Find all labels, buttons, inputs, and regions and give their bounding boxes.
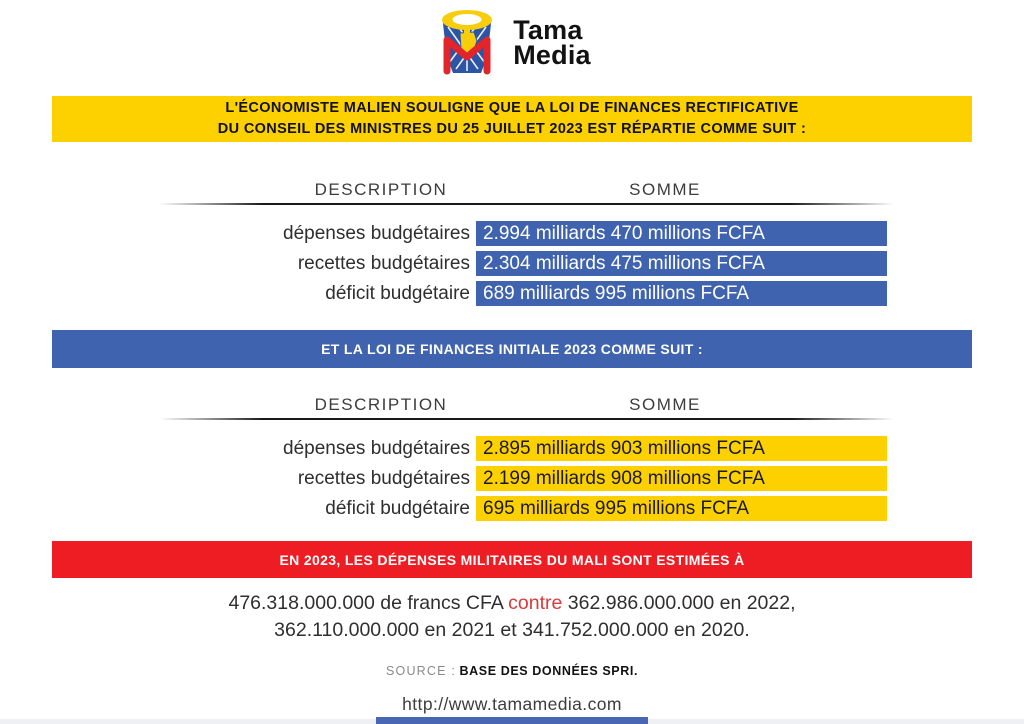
row-label: déficit budgétaire (325, 498, 470, 519)
military-line1-after: 362.986.000.000 en 2022, (562, 592, 796, 614)
row-value: 689 milliards 995 millions FCFA (476, 281, 887, 306)
row-label: dépenses budgétaires (283, 223, 470, 244)
logo-word-1: Tama (513, 15, 583, 45)
row-label: recettes budgétaires (297, 253, 470, 274)
headline-banner-rectificative (52, 96, 972, 142)
military-line-1 (0, 590, 1024, 617)
row-label: recettes budgétaires (297, 468, 470, 489)
table-row (52, 221, 972, 246)
table-row (52, 466, 972, 491)
table-rectificative (52, 180, 972, 310)
table2-divider (160, 418, 894, 420)
tama-drum-icon (433, 7, 503, 79)
logo (0, 5, 1024, 81)
bottom-blue-bar (376, 717, 648, 724)
military-contre-highlight: contre (508, 592, 563, 614)
table2-header-somme: SOMME (629, 395, 701, 414)
row-label: déficit budgétaire (325, 283, 470, 304)
military-spending-paragraph (0, 590, 1024, 644)
source-label: SOURCE : (385, 664, 457, 678)
headline-line-1: L'ÉCONOMISTE MALIEN SOULIGNE QUE LA LOI DE FINANCES RECTIFICATIVE (225, 100, 799, 116)
table1-header-somme: SOMME (629, 180, 701, 199)
banner-loi-initiale-text: ET LA LOI DE FINANCES INITIALE 2023 COMME SUIT : (321, 341, 703, 357)
website-url: http://www.tamamedia.com (402, 694, 622, 714)
logo-word-2: Media (513, 40, 591, 70)
row-value: 2.895 milliards 903 millions FCFA (476, 436, 887, 461)
logo-wordmark (513, 15, 591, 70)
banner-loi-initiale (52, 330, 972, 368)
row-label: dépenses budgétaires (283, 438, 470, 459)
table2-header-description: DESCRIPTION (314, 395, 448, 414)
source-value: BASE DES DONNÉES SPRI. (459, 664, 639, 678)
row-value: 2.199 milliards 908 millions FCFA (476, 466, 887, 491)
headline-line-2: DU CONSEIL DES MINISTRES DU 25 JUILLET 2023 EST RÉPARTIE COMME SUIT : (217, 121, 807, 137)
source-line (0, 664, 1024, 678)
table-row (52, 251, 972, 276)
banner-depenses-militaires (52, 541, 972, 578)
banner-depenses-militaires-text: EN 2023, LES DÉPENSES MILITAIRES DU MALI SONT ESTIMÉES À (279, 551, 745, 568)
table1-header-description: DESCRIPTION (314, 180, 448, 199)
table-row (52, 281, 972, 306)
row-value: 2.304 milliards 475 millions FCFA (476, 251, 887, 276)
row-value: 695 milliards 995 millions FCFA (476, 496, 887, 521)
table-initiale (52, 395, 972, 525)
table-row (52, 496, 972, 521)
table-row (52, 436, 972, 461)
row-value: 2.994 milliards 470 millions FCFA (476, 221, 887, 246)
military-line1-before: 476.318.000.000 de francs CFA (228, 592, 509, 614)
military-line-2: 362.110.000.000 en 2021 et 341.752.000.000 en 2020. (274, 619, 750, 641)
table1-divider (160, 203, 894, 205)
